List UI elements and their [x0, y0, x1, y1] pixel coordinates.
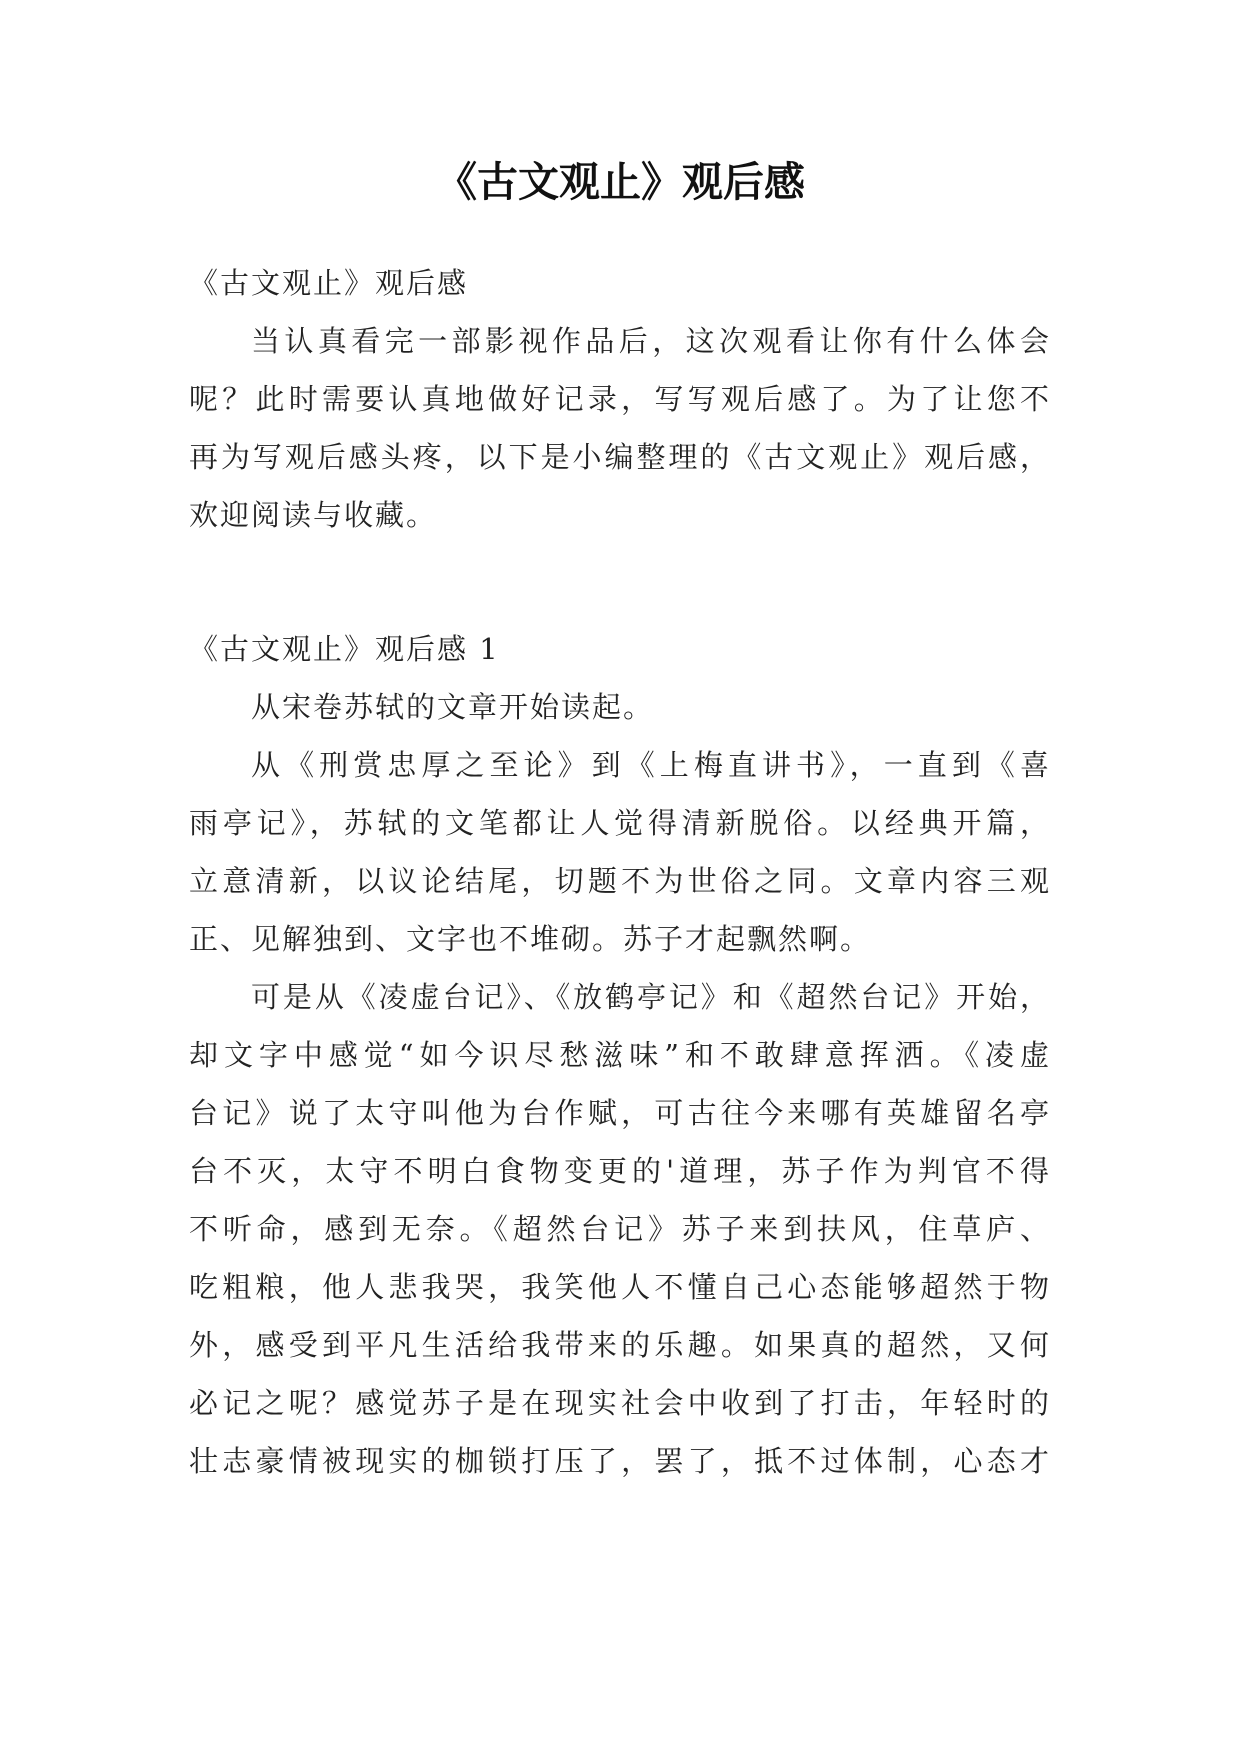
paragraph-line: 可是从《凌虚台记》、《放鹤亭记》和《超然台记》开始，: [251, 980, 1051, 1014]
paragraph-line: 立意清新，以议论结尾，切题不为世俗之同。文章内容三观: [189, 864, 1051, 898]
intro-section: [189, 254, 1051, 544]
paragraph-line: 雨亭记》，苏轼的文笔都让人觉得清新脱俗。以经典开篇，: [189, 806, 1051, 840]
paragraph-line: 吃粗粮，他人悲我哭，我笑他人不懂自己心态能够超然于物: [189, 1270, 1051, 1304]
intro-line: 当认真看完一部影视作品后，这次观看让你有什么体会: [251, 324, 1051, 358]
paragraph-line: 外，感受到平凡生活给我带来的乐趣。如果真的超然，又何: [189, 1328, 1051, 1362]
intro-line: 欢迎阅读与收藏。: [189, 498, 438, 532]
paragraph-line: 从宋卷苏轼的文章开始读起。: [251, 690, 655, 724]
intro-heading: 《古文观止》观后感: [189, 266, 469, 300]
section-1-heading: 《古文观止》观后感 1: [189, 632, 500, 666]
paragraph-line: 台不灭，太守不明白食物变更的'道理，苏子作为判官不得: [189, 1154, 1051, 1188]
paragraph-line: 台记》说了太守叫他为台作赋，可古往今来哪有英雄留名亭: [189, 1096, 1051, 1130]
section-1: [189, 620, 1051, 1490]
document-title: 《古文观止》观后感: [436, 158, 805, 206]
intro-line: 再为写观后感头疼，以下是小编整理的《古文观止》观后感，: [189, 440, 1051, 474]
paragraph-line: 不听命，感到无奈。《超然台记》苏子来到扶风，住草庐、: [189, 1212, 1051, 1246]
paragraph-line: 正、见解独到、文字也不堆砌。苏子才起飘然啊。: [189, 922, 872, 956]
intro-line: 呢？此时需要认真地做好记录，写写观后感了。为了让您不: [189, 382, 1051, 416]
paragraph-line: 壮志豪情被现实的枷锁打压了，罢了，抵不过体制，心态才: [189, 1444, 1051, 1478]
paragraph-line: 从《刑赏忠厚之至论》到《上梅直讲书》，一直到《喜: [251, 748, 1051, 782]
paragraph-line: 却文字中感觉“如今识尽愁滋味”和不敢肆意挥洒。《凌虚: [189, 1038, 1051, 1072]
paragraph-line: 必记之呢？感觉苏子是在现实社会中收到了打击，年轻时的: [189, 1386, 1051, 1420]
